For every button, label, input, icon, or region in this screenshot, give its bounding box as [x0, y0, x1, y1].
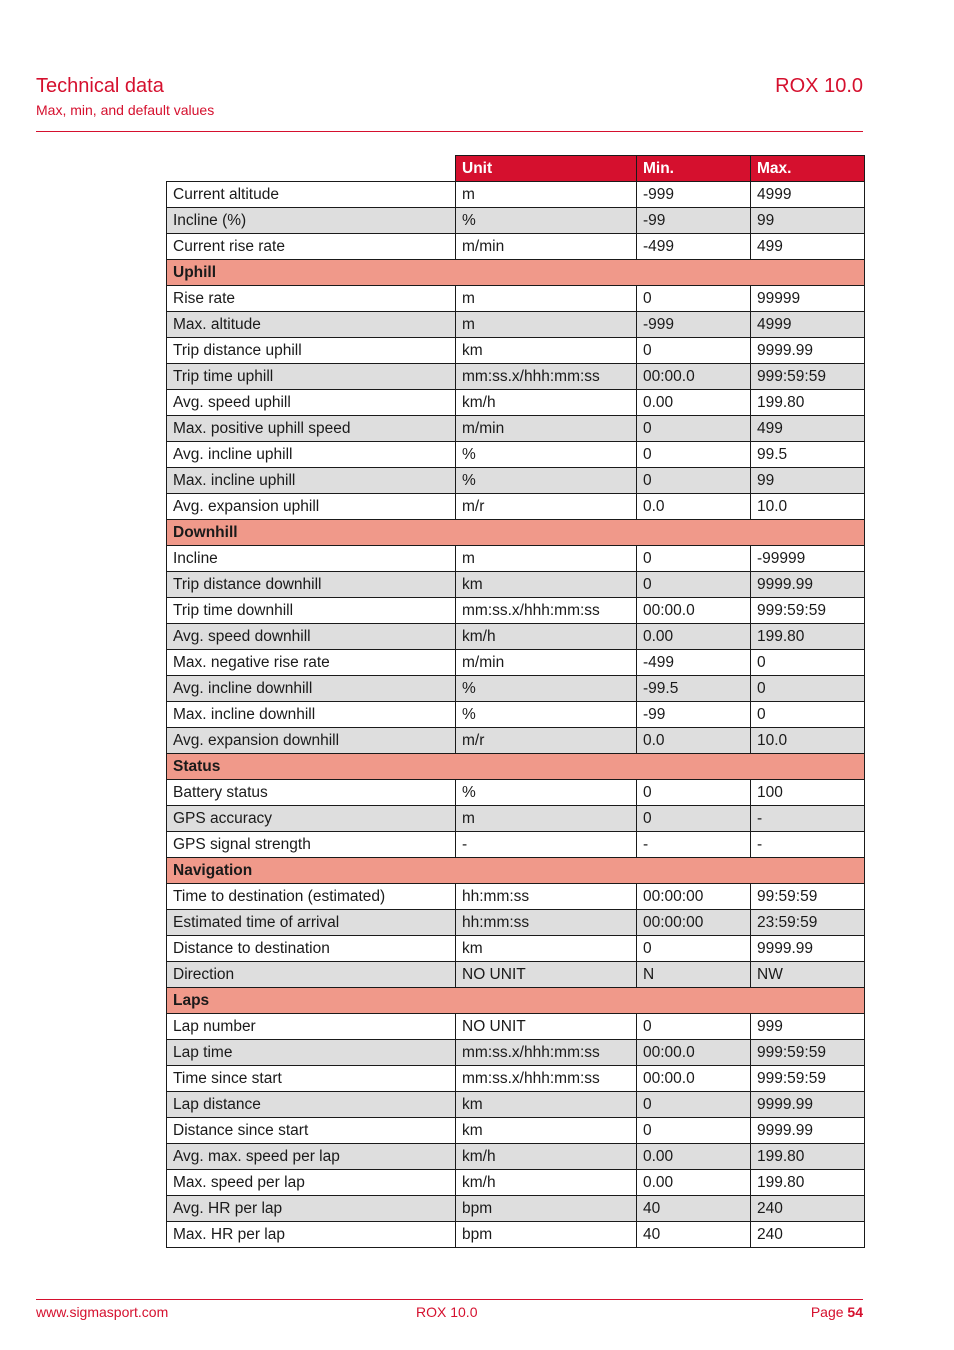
table-row	[167, 936, 865, 962]
parameter-cell: Avg. expansion uphill	[167, 494, 456, 520]
unit-cell: m	[456, 312, 637, 338]
parameter-cell: Incline (%)	[167, 208, 456, 234]
table-row	[167, 806, 865, 832]
table-row	[167, 624, 865, 650]
unit-cell: km	[456, 936, 637, 962]
footer-divider	[36, 1299, 863, 1300]
unit-cell: bpm	[456, 1222, 637, 1248]
min-cell: 0	[637, 572, 751, 598]
max-cell: 999:59:59	[751, 1066, 865, 1092]
unit-cell: m/r	[456, 728, 637, 754]
table-row	[167, 676, 865, 702]
unit-cell: m	[456, 546, 637, 572]
parameter-cell: Lap number	[167, 1014, 456, 1040]
table-row	[167, 182, 865, 208]
max-cell: 199.80	[751, 1170, 865, 1196]
min-cell: 0	[637, 1092, 751, 1118]
table-row	[167, 286, 865, 312]
table-row	[167, 1040, 865, 1066]
parameter-cell: Incline	[167, 546, 456, 572]
table-row	[167, 780, 865, 806]
unit-cell: %	[456, 780, 637, 806]
min-cell: 00:00:00	[637, 910, 751, 936]
table-row	[167, 572, 865, 598]
column-header-unit: Unit	[456, 156, 637, 182]
max-cell: 9999.99	[751, 1092, 865, 1118]
max-cell: -	[751, 832, 865, 858]
parameter-cell: Current rise rate	[167, 234, 456, 260]
unit-cell: m/r	[456, 494, 637, 520]
unit-cell: km	[456, 1092, 637, 1118]
unit-cell: km/h	[456, 624, 637, 650]
parameter-cell: Trip distance downhill	[167, 572, 456, 598]
max-cell: 199.80	[751, 390, 865, 416]
min-cell: -499	[637, 234, 751, 260]
section-header-row	[167, 260, 865, 286]
table-row	[167, 468, 865, 494]
header-product-name: ROX 10.0	[775, 75, 863, 97]
unit-cell: mm:ss.x/hhh:mm:ss	[456, 598, 637, 624]
min-cell: 0.0	[637, 494, 751, 520]
table-row	[167, 1222, 865, 1248]
unit-cell: hh:mm:ss	[456, 910, 637, 936]
section-title: Navigation	[167, 858, 865, 884]
min-cell: 00:00.0	[637, 598, 751, 624]
unit-cell: %	[456, 208, 637, 234]
parameter-cell: Distance since start	[167, 1118, 456, 1144]
unit-cell: %	[456, 442, 637, 468]
parameter-cell: Max. incline downhill	[167, 702, 456, 728]
min-cell: 0	[637, 286, 751, 312]
table-row	[167, 962, 865, 988]
page-subtitle: Max, min, and default values	[36, 102, 215, 118]
table-row	[167, 1144, 865, 1170]
min-cell: 0.00	[637, 624, 751, 650]
min-cell: 00:00.0	[637, 364, 751, 390]
min-cell: 00:00:00	[637, 884, 751, 910]
table-row	[167, 1092, 865, 1118]
table-row	[167, 494, 865, 520]
min-cell: 0.00	[637, 1170, 751, 1196]
min-cell: 00:00.0	[637, 1066, 751, 1092]
table-row	[167, 364, 865, 390]
unit-cell: km/h	[456, 390, 637, 416]
min-cell: -999	[637, 182, 751, 208]
page-number: 54	[847, 1304, 863, 1320]
table-row	[167, 390, 865, 416]
parameter-cell: Trip distance uphill	[167, 338, 456, 364]
max-cell: 199.80	[751, 624, 865, 650]
table-row	[167, 650, 865, 676]
parameter-cell: GPS accuracy	[167, 806, 456, 832]
table-row	[167, 598, 865, 624]
parameter-cell: Distance to destination	[167, 936, 456, 962]
table-row	[167, 1118, 865, 1144]
parameter-cell: Max. HR per lap	[167, 1222, 456, 1248]
column-header-max: Max.	[751, 156, 865, 182]
unit-cell: km/h	[456, 1170, 637, 1196]
parameter-cell: Lap time	[167, 1040, 456, 1066]
min-cell: 0	[637, 1118, 751, 1144]
section-header-row	[167, 988, 865, 1014]
parameter-cell: Trip time downhill	[167, 598, 456, 624]
table-row	[167, 1066, 865, 1092]
max-cell: -	[751, 806, 865, 832]
technical-data-table	[166, 155, 865, 1248]
max-cell: 99	[751, 468, 865, 494]
max-cell: 999:59:59	[751, 598, 865, 624]
max-cell: 999:59:59	[751, 364, 865, 390]
section-header-row	[167, 858, 865, 884]
max-cell: 999:59:59	[751, 1040, 865, 1066]
page-title: Technical data	[36, 75, 164, 97]
unit-cell: m/min	[456, 650, 637, 676]
table-row	[167, 442, 865, 468]
table-row	[167, 312, 865, 338]
max-cell: 0	[751, 650, 865, 676]
max-cell: 23:59:59	[751, 910, 865, 936]
unit-cell: -	[456, 832, 637, 858]
max-cell: 999	[751, 1014, 865, 1040]
min-cell: -99.5	[637, 676, 751, 702]
max-cell: 199.80	[751, 1144, 865, 1170]
parameter-cell: Time to destination (estimated)	[167, 884, 456, 910]
max-cell: NW	[751, 962, 865, 988]
parameter-cell: Max. altitude	[167, 312, 456, 338]
max-cell: 4999	[751, 182, 865, 208]
unit-cell: km	[456, 572, 637, 598]
unit-cell: km	[456, 1118, 637, 1144]
max-cell: 10.0	[751, 494, 865, 520]
column-header-min: Min.	[637, 156, 751, 182]
table-row	[167, 1196, 865, 1222]
table-header-row	[167, 156, 865, 182]
unit-cell: km	[456, 338, 637, 364]
max-cell: 99999	[751, 286, 865, 312]
min-cell: -	[637, 832, 751, 858]
table-row	[167, 338, 865, 364]
max-cell: 99.5	[751, 442, 865, 468]
min-cell: -99	[637, 702, 751, 728]
section-title: Status	[167, 754, 865, 780]
unit-cell: NO UNIT	[456, 962, 637, 988]
unit-cell: bpm	[456, 1196, 637, 1222]
table-row	[167, 208, 865, 234]
parameter-cell: Max. incline uphill	[167, 468, 456, 494]
min-cell: 0	[637, 416, 751, 442]
max-cell: 100	[751, 780, 865, 806]
table-row	[167, 832, 865, 858]
min-cell: 0	[637, 442, 751, 468]
section-title: Laps	[167, 988, 865, 1014]
parameter-cell: Max. positive uphill speed	[167, 416, 456, 442]
header-divider	[36, 131, 863, 132]
min-cell: -499	[637, 650, 751, 676]
min-cell: 00:00.0	[637, 1040, 751, 1066]
column-header-parameter	[167, 156, 456, 182]
min-cell: N	[637, 962, 751, 988]
page-label: Page	[810, 1304, 844, 1320]
parameter-cell: Battery status	[167, 780, 456, 806]
unit-cell: m/min	[456, 416, 637, 442]
min-cell: 0	[637, 338, 751, 364]
footer-page-indicator	[811, 1304, 863, 1320]
max-cell: 9999.99	[751, 338, 865, 364]
min-cell: 40	[637, 1222, 751, 1248]
max-cell: 499	[751, 416, 865, 442]
unit-cell: km/h	[456, 1144, 637, 1170]
max-cell: 0	[751, 702, 865, 728]
unit-cell: mm:ss.x/hhh:mm:ss	[456, 1066, 637, 1092]
parameter-cell: Lap distance	[167, 1092, 456, 1118]
parameter-cell: Avg. incline uphill	[167, 442, 456, 468]
min-cell: 0.0	[637, 728, 751, 754]
min-cell: 0	[637, 1014, 751, 1040]
max-cell: 99:59:59	[751, 884, 865, 910]
min-cell: 0	[637, 780, 751, 806]
table-row	[167, 910, 865, 936]
min-cell: -99	[637, 208, 751, 234]
table-row	[167, 702, 865, 728]
unit-cell: hh:mm:ss	[456, 884, 637, 910]
max-cell: 9999.99	[751, 936, 865, 962]
max-cell: 240	[751, 1222, 865, 1248]
unit-cell: NO UNIT	[456, 1014, 637, 1040]
max-cell: 9999.99	[751, 572, 865, 598]
parameter-cell: Time since start	[167, 1066, 456, 1092]
min-cell: -999	[637, 312, 751, 338]
table-row	[167, 1014, 865, 1040]
unit-cell: m	[456, 806, 637, 832]
table-row	[167, 234, 865, 260]
parameter-cell: Current altitude	[167, 182, 456, 208]
max-cell: 240	[751, 1196, 865, 1222]
parameter-cell: Avg. expansion downhill	[167, 728, 456, 754]
min-cell: 0	[637, 806, 751, 832]
min-cell: 0.00	[637, 1144, 751, 1170]
section-header-row	[167, 520, 865, 546]
parameter-cell: Avg. HR per lap	[167, 1196, 456, 1222]
unit-cell: m/min	[456, 234, 637, 260]
min-cell: 0.00	[637, 390, 751, 416]
parameter-cell: Direction	[167, 962, 456, 988]
max-cell: 99	[751, 208, 865, 234]
unit-cell: mm:ss.x/hhh:mm:ss	[456, 1040, 637, 1066]
section-header-row	[167, 754, 865, 780]
table-row	[167, 728, 865, 754]
min-cell: 0	[637, 468, 751, 494]
parameter-cell: Trip time uphill	[167, 364, 456, 390]
parameter-cell: GPS signal strength	[167, 832, 456, 858]
max-cell: 499	[751, 234, 865, 260]
parameter-cell: Avg. incline downhill	[167, 676, 456, 702]
footer-product-name: ROX 10.0	[416, 1304, 478, 1320]
unit-cell: %	[456, 702, 637, 728]
table-row	[167, 1170, 865, 1196]
parameter-cell: Max. negative rise rate	[167, 650, 456, 676]
min-cell: 0	[637, 546, 751, 572]
unit-cell: %	[456, 676, 637, 702]
parameter-cell: Avg. speed uphill	[167, 390, 456, 416]
max-cell: 0	[751, 676, 865, 702]
unit-cell: mm:ss.x/hhh:mm:ss	[456, 364, 637, 390]
min-cell: 0	[637, 936, 751, 962]
parameter-cell: Avg. max. speed per lap	[167, 1144, 456, 1170]
min-cell: 40	[637, 1196, 751, 1222]
table-row	[167, 416, 865, 442]
parameter-cell: Max. speed per lap	[167, 1170, 456, 1196]
max-cell: 10.0	[751, 728, 865, 754]
max-cell: -99999	[751, 546, 865, 572]
table-row	[167, 884, 865, 910]
unit-cell: %	[456, 468, 637, 494]
section-title: Uphill	[167, 260, 865, 286]
max-cell: 9999.99	[751, 1118, 865, 1144]
table-row	[167, 546, 865, 572]
parameter-cell: Avg. speed downhill	[167, 624, 456, 650]
parameter-cell: Estimated time of arrival	[167, 910, 456, 936]
max-cell: 4999	[751, 312, 865, 338]
table-body	[167, 182, 865, 1248]
section-title: Downhill	[167, 520, 865, 546]
unit-cell: m	[456, 286, 637, 312]
parameter-cell: Rise rate	[167, 286, 456, 312]
footer-website-link[interactable]: www.sigmasport.com	[36, 1304, 169, 1320]
unit-cell: m	[456, 182, 637, 208]
